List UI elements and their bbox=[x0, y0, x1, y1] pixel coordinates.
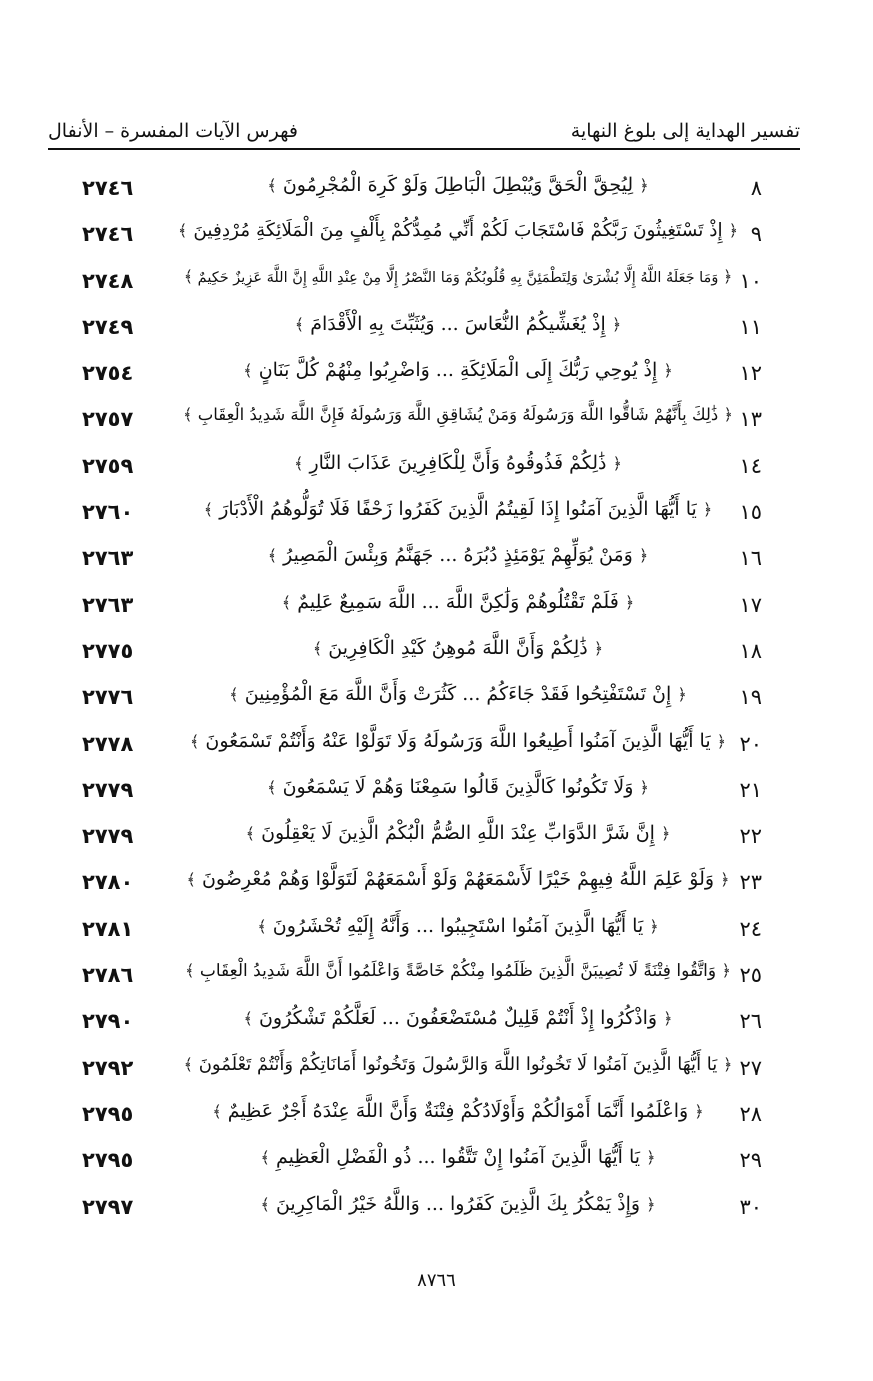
verse-text bbox=[178, 405, 738, 424]
verse-words: وَإِذْ يَمْكُرُ بِكَ الَّذِينَ كَفَرُوا ... وَاللَّهُ خَيْرُ الْمَاكِرِينَ bbox=[275, 1192, 641, 1215]
verse-number: ٢٥ bbox=[739, 963, 762, 988]
list-item bbox=[48, 170, 800, 216]
page-reference: ٢٧٦٠ bbox=[82, 500, 134, 525]
verse-words: ذَٰلِكَ بِأَنَّهُمْ شَاقُّوا اللَّهَ وَرَسُولَهُ وَمَنْ يُشَاقِقِ اللَّهَ وَرَسُولَهُ فَإِنَّ اللَّهَ شَدِيدُ الْعِقَابِ bbox=[197, 405, 719, 425]
page-reference: ٢٧٥٧ bbox=[82, 407, 134, 432]
page-reference: ٢٧٩٧ bbox=[82, 1194, 134, 1219]
verse-number: ١٤ bbox=[739, 453, 762, 478]
list-item bbox=[48, 494, 800, 540]
page-reference: ٢٧٧٦ bbox=[82, 685, 134, 710]
book-title: تفسير الهداية إلى بلوغ النهاية bbox=[570, 120, 800, 142]
verse-words: فَلَمْ تَقْتُلُوهُمْ وَلَٰكِنَّ اللَّهَ ... اللَّهَ سَمِيعٌ عَلِيمٌ bbox=[297, 590, 619, 613]
page-reference: ٢٧٩٠ bbox=[82, 1009, 134, 1034]
verse-text bbox=[178, 313, 738, 335]
verse-text bbox=[178, 498, 738, 520]
verse-words: وَاتَّقُوا فِتْنَةً لَا تُصِيبَنَّ الَّذِينَ ظَلَمُوا مِنْكُمْ خَاصَّةً وَاعْلَمُوا أَنَّ اللَّهَ شَدِيدُ الْعِقَابِ bbox=[199, 961, 717, 982]
verse-words: إِنَّ شَرَّ الدَّوَابِّ عِنْدَ اللَّهِ الصُّمُّ الْبُكْمُ الَّذِينَ لَا يَعْقِلُونَ bbox=[261, 822, 655, 845]
verse-index-list bbox=[48, 170, 800, 1235]
verse-number: ٢٨ bbox=[739, 1101, 762, 1126]
list-item bbox=[48, 1050, 800, 1096]
ornate-bracket-open: ﴿ bbox=[723, 1054, 733, 1074]
verse-number: ١٨ bbox=[739, 638, 762, 663]
verse-number: ٢٦ bbox=[739, 1009, 762, 1034]
ornate-bracket-close: ﴾ bbox=[183, 1054, 193, 1074]
list-item bbox=[48, 263, 800, 309]
verse-words: وَاذْكُرُوا إِذْ أَنْتُمْ قَلِيلٌ مُسْتَضْعَفُونَ ... لَعَلَّكُمْ تَشْكُرُونَ bbox=[258, 1007, 658, 1030]
ornate-bracket-close: ﴾ bbox=[183, 266, 194, 286]
ornate-bracket-open: ﴿ bbox=[612, 453, 622, 473]
list-item bbox=[48, 1003, 800, 1049]
verse-text bbox=[178, 1193, 738, 1215]
verse-number: ١٩ bbox=[739, 685, 762, 710]
ornate-bracket-close: ﴾ bbox=[178, 221, 188, 241]
verse-number: ١٦ bbox=[739, 546, 762, 571]
page-reference: ٢٧٨١ bbox=[82, 916, 134, 941]
list-item bbox=[48, 957, 800, 1003]
ornate-bracket-close: ﴾ bbox=[183, 405, 193, 425]
verse-text bbox=[178, 359, 738, 381]
verse-text bbox=[178, 452, 738, 474]
ornate-bracket-close: ﴾ bbox=[260, 1148, 270, 1168]
page-reference: ٢٧٧٩ bbox=[82, 777, 134, 802]
list-item bbox=[48, 216, 800, 262]
list-item bbox=[48, 309, 800, 355]
page-reference: ٢٧٥٤ bbox=[82, 361, 134, 386]
ornate-bracket-close: ﴾ bbox=[294, 453, 304, 473]
ornate-bracket-open: ﴿ bbox=[722, 266, 733, 286]
page-number: ٨٧٦٦ bbox=[417, 1270, 456, 1291]
ornate-bracket-close: ﴾ bbox=[186, 870, 196, 890]
page-reference: ٢٧٦٣ bbox=[82, 592, 134, 617]
verse-text bbox=[178, 1054, 738, 1075]
verse-words: إِذْ يُغَشِّيكُمُ النُّعَاسَ ... وَيُثَبِّتَ بِهِ الْأَقْدَامَ bbox=[310, 312, 606, 335]
list-item bbox=[48, 587, 800, 633]
verse-text bbox=[178, 591, 738, 613]
ornate-bracket-open: ﴿ bbox=[720, 870, 730, 890]
page-reference: ٢٧٧٩ bbox=[82, 824, 134, 849]
verse-text bbox=[178, 1146, 738, 1168]
list-item bbox=[48, 911, 800, 957]
ornate-bracket-open: ﴿ bbox=[638, 546, 649, 566]
list-item bbox=[48, 1142, 800, 1188]
list-item bbox=[48, 401, 800, 447]
ornate-bracket-open: ﴿ bbox=[646, 1194, 656, 1214]
verse-number: ٣٠ bbox=[739, 1194, 762, 1219]
verse-words: وَمَا جَعَلَهُ اللَّهُ إِلَّا بُشْرَىٰ وَلِتَطْمَئِنَّ بِهِ قُلُوبُكُمْ وَمَا النَّصْرُ إِلَّا مِنْ عِنْدِ اللَّهِ إِنَّ اللَّهَ عَزِيزٌ حَكِيمٌ bbox=[197, 269, 719, 286]
verse-text bbox=[178, 220, 738, 241]
ornate-bracket-close: ﴾ bbox=[185, 961, 195, 981]
page-reference: ٢٧٩٥ bbox=[82, 1101, 134, 1126]
verse-text bbox=[178, 544, 738, 566]
verse-text bbox=[178, 174, 738, 196]
verse-words: يَا أَيُّهَا الَّذِينَ آمَنُوا إِذَا لَقِيتُمُ الَّذِينَ كَفَرُوا زَحْفًا فَلَا تُوَلُّوهُمُ الْأَدْبَارَ bbox=[219, 498, 697, 521]
ornate-bracket-close: ﴾ bbox=[245, 824, 256, 844]
list-item bbox=[48, 448, 800, 494]
verse-text bbox=[178, 1100, 738, 1122]
verse-words: وَلَوْ عَلِمَ اللَّهُ فِيهِمْ خَيْرًا لَأَسْمَعَهُمْ وَلَوْ أَسْمَعَهُمْ لَتَوَلَّوْا وَهُمْ مُعْرِضُونَ bbox=[201, 868, 715, 891]
ornate-bracket-open: ﴿ bbox=[721, 961, 731, 981]
ornate-bracket-close: ﴾ bbox=[243, 1009, 253, 1029]
verse-text bbox=[178, 776, 738, 798]
verse-number: ٢٧ bbox=[739, 1055, 762, 1080]
verse-words: إِذْ تَسْتَغِيثُونَ رَبَّكُمْ فَاسْتَجَابَ لَكُمْ أَنِّي مُمِدُّكُمْ بِأَلْفٍ مِنَ الْمَلَائِكَةِ مُرْدِفِينَ bbox=[193, 220, 723, 242]
verse-words: وَاعْلَمُوا أَنَّمَا أَمْوَالُكُمْ وَأَوْلَادُكُمْ فِتْنَةٌ وَأَنَّ اللَّهَ عِنْدَهُ أَجْرٌ عَظِيمٌ bbox=[227, 1099, 689, 1122]
ornate-bracket-close: ﴾ bbox=[257, 916, 267, 936]
verse-text bbox=[178, 683, 738, 705]
page-reference: ٢٧٤٨ bbox=[82, 268, 134, 293]
verse-number: ١٢ bbox=[739, 361, 762, 386]
page-reference: ٢٧٧٥ bbox=[82, 638, 134, 663]
ornate-bracket-close: ﴾ bbox=[267, 176, 277, 195]
verse-number: ٢٠ bbox=[739, 731, 762, 756]
ornate-bracket-close: ﴾ bbox=[312, 638, 323, 658]
verse-number: ١٣ bbox=[739, 407, 762, 432]
ornate-bracket-close: ﴾ bbox=[229, 685, 239, 705]
ornate-bracket-open: ﴿ bbox=[593, 638, 604, 658]
ornate-bracket-open: ﴿ bbox=[649, 916, 659, 936]
page-reference: ٢٧٨٦ bbox=[82, 963, 134, 988]
verse-number: ١٠ bbox=[739, 268, 762, 293]
verse-number: ٢١ bbox=[739, 777, 762, 802]
ornate-bracket-open: ﴿ bbox=[639, 176, 649, 195]
verse-words: لِيُحِقَّ الْحَقَّ وَيُبْطِلَ الْبَاطِلَ وَلَوْ كَرِهَ الْمُجْرِمُونَ bbox=[282, 174, 634, 196]
verse-text bbox=[178, 868, 738, 890]
verse-words: يَا أَيُّهَا الَّذِينَ آمَنُوا اسْتَجِيبُوا ... وَأَنَّهُ إِلَيْهِ تُحْشَرُونَ bbox=[272, 914, 644, 937]
ornate-bracket-open: ﴿ bbox=[663, 1009, 673, 1029]
ornate-bracket-open: ﴿ bbox=[694, 1101, 704, 1121]
verse-number: ١٧ bbox=[739, 592, 762, 617]
ornate-bracket-close: ﴾ bbox=[267, 546, 278, 566]
verse-words: وَمَنْ يُوَلِّهِمْ يَوْمَئِذٍ دُبُرَهُ ... جَهَنَّمُ وَبِئْسَ الْمَصِيرُ bbox=[283, 544, 633, 567]
ornate-bracket-open: ﴿ bbox=[646, 1148, 656, 1168]
list-item bbox=[48, 1096, 800, 1142]
verse-words: يَا أَيُّهَا الَّذِينَ آمَنُوا لَا تَخُونُوا اللَّهَ وَالرَّسُولَ وَتَخُونُوا أَمَانَاتِكُمْ وَأَنْتُمْ تَعْلَمُونَ bbox=[198, 1053, 718, 1075]
verse-text bbox=[178, 822, 738, 844]
list-item bbox=[48, 864, 800, 910]
verse-words: ذَٰلِكُمْ وَأَنَّ اللَّهَ مُوهِنُ كَيْدِ الْكَافِرِينَ bbox=[328, 636, 588, 659]
ornate-bracket-open: ﴿ bbox=[728, 221, 738, 241]
page-reference: ٢٧٧٨ bbox=[82, 731, 134, 756]
verse-words: ذَٰلِكُمْ فَذُوقُوهُ وَأَنَّ لِلْكَافِرِينَ عَذَابَ النَّارِ bbox=[309, 451, 607, 474]
verse-text bbox=[178, 1007, 738, 1029]
list-item bbox=[48, 633, 800, 679]
page-reference: ٢٧٨٠ bbox=[82, 870, 134, 895]
ornate-bracket-open: ﴿ bbox=[716, 731, 727, 751]
verse-words: إِذْ يُوحِي رَبُّكَ إِلَى الْمَلَائِكَةِ ... وَاضْرِبُوا مِنْهُمْ كُلَّ بَنَانٍ bbox=[258, 359, 658, 382]
verse-number: ٩ bbox=[750, 222, 762, 247]
ornate-bracket-close: ﴾ bbox=[243, 361, 253, 381]
list-item bbox=[48, 726, 800, 772]
verse-number: ٢٤ bbox=[739, 916, 762, 941]
list-item bbox=[48, 818, 800, 864]
verse-number: ٢٢ bbox=[739, 824, 762, 849]
list-item bbox=[48, 772, 800, 818]
ornate-bracket-open: ﴿ bbox=[624, 592, 635, 612]
page-reference: ٢٧٦٣ bbox=[82, 546, 134, 571]
verse-number: ٢٣ bbox=[739, 870, 762, 895]
verse-number: ٨ bbox=[750, 176, 762, 200]
section-title: فهرس الآيات المفسرة – الأنفال bbox=[48, 120, 298, 142]
verse-words: إِنْ تَسْتَفْتِحُوا فَقَدْ جَاءَكُمُ ... كَثُرَتْ وَأَنَّ اللَّهَ مَعَ الْمُؤْمِنِينَ bbox=[244, 683, 672, 706]
ornate-bracket-open: ﴿ bbox=[663, 361, 673, 381]
verse-words: وَلَا تَكُونُوا كَالَّذِينَ قَالُوا سَمِعْنَا وَهُمْ لَا يَسْمَعُونَ bbox=[282, 775, 634, 798]
list-item bbox=[48, 679, 800, 725]
verse-text bbox=[178, 637, 738, 659]
verse-words: يَا أَيُّهَا الَّذِينَ آمَنُوا أَطِيعُوا اللَّهَ وَرَسُولَهُ وَلَا تَوَلَّوْا عَنْهُ وَأَنْتُمْ تَسْمَعُونَ bbox=[205, 729, 711, 752]
verse-text bbox=[178, 267, 738, 286]
ornate-bracket-open: ﴿ bbox=[611, 314, 622, 334]
ornate-bracket-close: ﴾ bbox=[260, 1194, 270, 1214]
verse-text bbox=[178, 915, 738, 937]
ornate-bracket-close: ﴾ bbox=[281, 592, 292, 612]
verse-text bbox=[178, 730, 738, 752]
ornate-bracket-open: ﴿ bbox=[702, 500, 713, 520]
page-reference: ٢٧٤٩ bbox=[82, 314, 134, 339]
ornate-bracket-open: ﴿ bbox=[660, 824, 671, 844]
ornate-bracket-close: ﴾ bbox=[203, 500, 214, 520]
verse-number: ٢٩ bbox=[739, 1148, 762, 1173]
verse-number: ١٥ bbox=[739, 500, 762, 525]
page-reference: ٢٧٤٦ bbox=[82, 222, 134, 247]
page-reference: ٢٧٥٩ bbox=[82, 453, 134, 478]
ornate-bracket-open: ﴿ bbox=[677, 685, 687, 705]
ornate-bracket-close: ﴾ bbox=[294, 314, 305, 334]
list-item bbox=[48, 540, 800, 586]
list-item bbox=[48, 355, 800, 401]
page-reference: ٢٧٤٦ bbox=[82, 176, 134, 200]
verse-words: يَا أَيُّهَا الَّذِينَ آمَنُوا إِنْ تَتَّقُوا ... ذُو الْفَضْلِ الْعَظِيمِ bbox=[275, 1146, 641, 1169]
verse-text bbox=[178, 961, 738, 981]
ornate-bracket-open: ﴿ bbox=[723, 405, 733, 425]
ornate-bracket-close: ﴾ bbox=[189, 731, 200, 751]
page-reference: ٢٧٩٥ bbox=[82, 1148, 134, 1173]
header-rule bbox=[48, 148, 800, 150]
ornate-bracket-close: ﴾ bbox=[267, 777, 277, 797]
ornate-bracket-open: ﴿ bbox=[639, 777, 649, 797]
running-header bbox=[48, 108, 800, 142]
list-item bbox=[48, 1189, 800, 1235]
verse-number: ١١ bbox=[739, 314, 762, 339]
page-reference: ٢٧٩٢ bbox=[82, 1055, 134, 1080]
ornate-bracket-close: ﴾ bbox=[212, 1101, 222, 1121]
